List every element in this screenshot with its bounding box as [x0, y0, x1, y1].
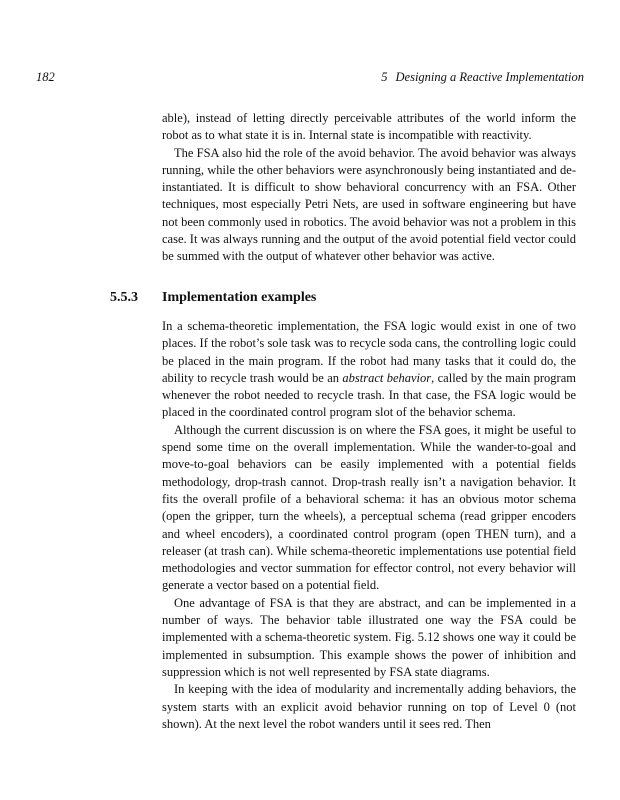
paragraph-fsa-avoid: The FSA also hid the role of the avoid behavior. The avoid behavior was always running, while the other behaviors were asynchronously being instantiated and de-instantiated. It is difficult to show behavioral concurrency with an FSA. Other techniques, most especially Petri Nets, are used in software engineering but have not been commonly used in robotics. The avoid behavior was not a problem in this case. It was always running and the output of the avoid potential field vector could be summed with the output of whatever other behavior was active. [162, 145, 576, 264]
section-number: 5.5.3 [110, 290, 138, 305]
top-text-block [162, 110, 576, 266]
paragraph-fsa-advantage: One advantage of FSA is that they are abstract, and can be implemented in a number of ways. The behavior table illustrated one way the FSA could be implemented with a schema-theoretic system. Fig. 5.12 shows one way it could be implemented in subsumption. This example shows the power of inhibition and suppression which is not well represented by FSA state diagrams. [162, 595, 576, 679]
paragraph-continued: able), instead of letting directly perceivable attributes of the world inform the robot as to what state it is in. Internal state is incompatible with reactivity. [162, 111, 576, 143]
paragraph-schema-theoretic [162, 318, 576, 422]
paragraph-overall-implementation: Although the current discussion is on where the FSA goes, it might be useful to spend some time on the overall implementation. While the wander-to-goal and move-to-goal behaviors can be easily implemented with a potential fields methodology, drop-trash cannot. Drop-trash really isn’t a navigation behavior. It fits the overall profile of a behavioral schema: it has an obvious motor schema (open the gripper, turn the wheels), a perceptual schema (read gripper encoders and wheel encoders), a coordinated control program (open THEN turn), and a releaser (at trash can). While schema-theoretic implementations use potential field methodologies and vector summation for effector control, not every behavior will generate a vector based on a potential field. [162, 422, 576, 593]
page-header [36, 70, 584, 88]
section-title: Implementation examples [162, 290, 317, 305]
chapter-title: Designing a Reactive Implementation [395, 70, 584, 84]
page-number: 182 [36, 70, 55, 84]
section-text-block [162, 318, 576, 733]
section-heading [110, 290, 576, 306]
emphasis-abstract-behavior: abstract behavior [342, 370, 432, 385]
chapter-number: 5 [381, 70, 388, 84]
paragraph-modularity: In keeping with the idea of modularity and incrementally adding behaviors, the system starts with an explicit avoid behavior running on top of Level 0 (not shown). At the next level the robot wanders until it sees red. Then [162, 682, 576, 731]
running-head [381, 70, 584, 85]
paragraph-text: In a schema-theoretic implementation, the FSA logic would exist in one of two places. If the robot’s sole task was to recycle soda cans, the controlling logic could be placed in the main program. If the robot had many tasks that it could do, the ability to recycle trash would be an [162, 319, 576, 385]
paragraph-text: , called by the main program whenever the robot needed to recycle trash. In that case, the FSA logic would be placed in the coordinated control program slot of the behavior schema. [162, 370, 576, 420]
